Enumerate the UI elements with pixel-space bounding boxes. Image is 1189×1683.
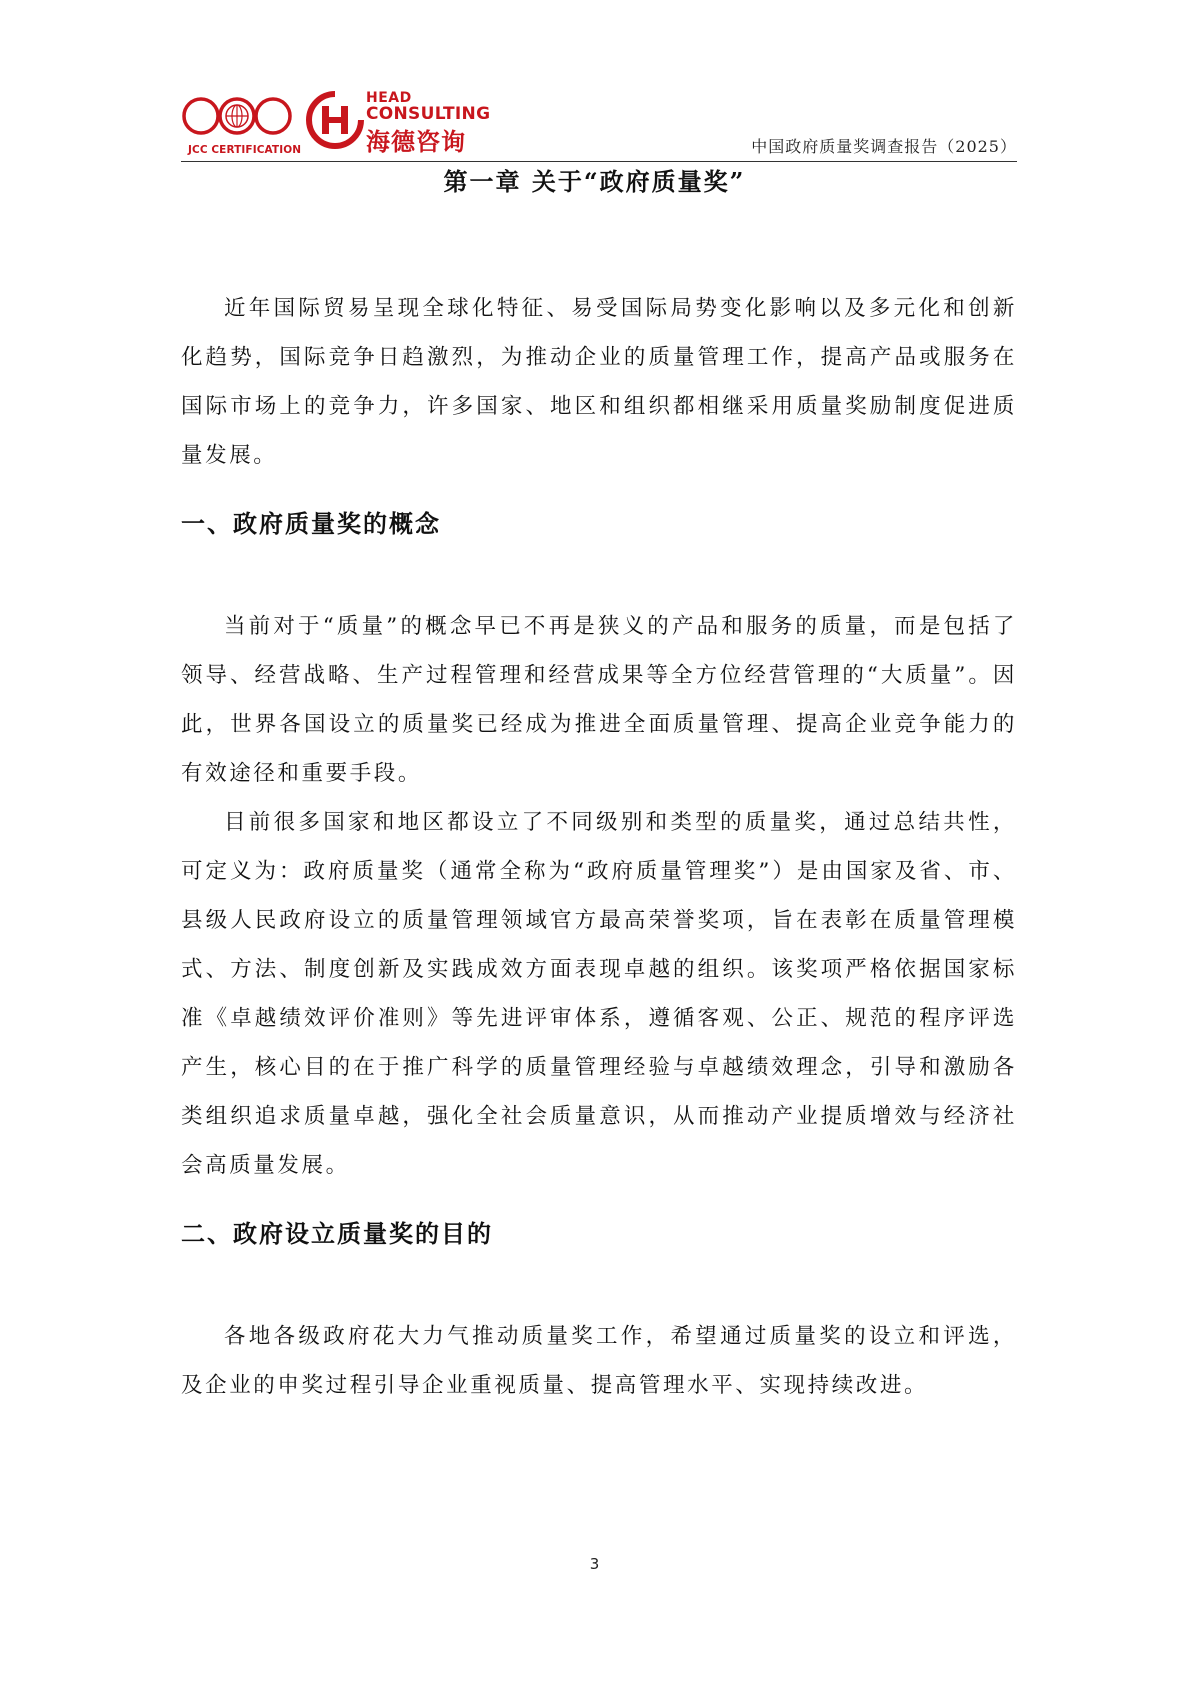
head-consulting-logo [305, 90, 365, 150]
section-heading-purpose: 二、政府设立质量奖的目的 [181, 1219, 493, 1248]
section-concept-paragraph-2: 目前很多国家和地区都设立了不同级别和类型的质量奖，通过总结共性，可定义为：政府质量奖（通常全称为“政府质量管理奖”）是由国家及省、市、县级人民政府设立的质量管理领域官方最高荣誉奖项，旨在表彰在质量管理模式、方法、制度创新及实践成效方面表现卓越的组织。该奖项严格依据国家标准《卓越绩效评价准则》等先进评审体系，遵循客观、公正、规范的程序评选产生，核心目的在于推广科学的质量管理经验与卓越绩效理念，引导和激励各类组织追求质量卓越，强化全社会质量意识，从而推动产业提质增效与经济社会高质量发展。 [181, 810, 1017, 1178]
jcc-rings-icon [181, 88, 293, 144]
report-title: 中国政府质量奖调查报告（2025） [751, 137, 1017, 156]
section-heading-concept: 一、政府质量奖的概念 [181, 509, 441, 538]
head-logo-line-chinese: 海德咨询 [366, 128, 466, 156]
section-concept-paragraph-1: 当前对于“质量”的概念早已不再是狭义的产品和服务的质量，而是包括了领导、经营战略、生产过程管理和经营成果等全方位经营管理的“大质量”。因此，世界各国设立的质量奖已经成为推进全面质量管理、提高企业竞争能力的有效途径和重要手段。 [181, 614, 1017, 786]
page-number: 3 [589, 1555, 600, 1573]
section-purpose-paragraph-1: 各地各级政府花大力气推动质量奖工作，希望通过质量奖的设立和评选，及企业的申奖过程引导企业重视质量、提高管理水平、实现持续改进。 [181, 1324, 1017, 1398]
chapter-title: 第一章 关于“政府质量奖” [443, 167, 746, 196]
main-content [181, 284, 1017, 1410]
page-header [181, 82, 1017, 166]
head-h-emblem-icon [305, 90, 365, 150]
head-logo-line-consulting: CONSULTING [366, 104, 491, 124]
head-logo-line-head: HEAD [366, 90, 412, 106]
jcc-certification-logo [181, 88, 302, 156]
jcc-logo-text: JCC CERTIFICATION [188, 144, 302, 156]
intro-paragraph: 近年国际贸易呈现全球化特征、易受国际局势变化影响以及多元化和创新化趋势，国际竞争日趋激烈，为推动企业的质量管理工作，提高产品或服务在国际市场上的竞争力，许多国家、地区和组织都相继采用质量奖励制度促进质量发展。 [181, 296, 1017, 468]
